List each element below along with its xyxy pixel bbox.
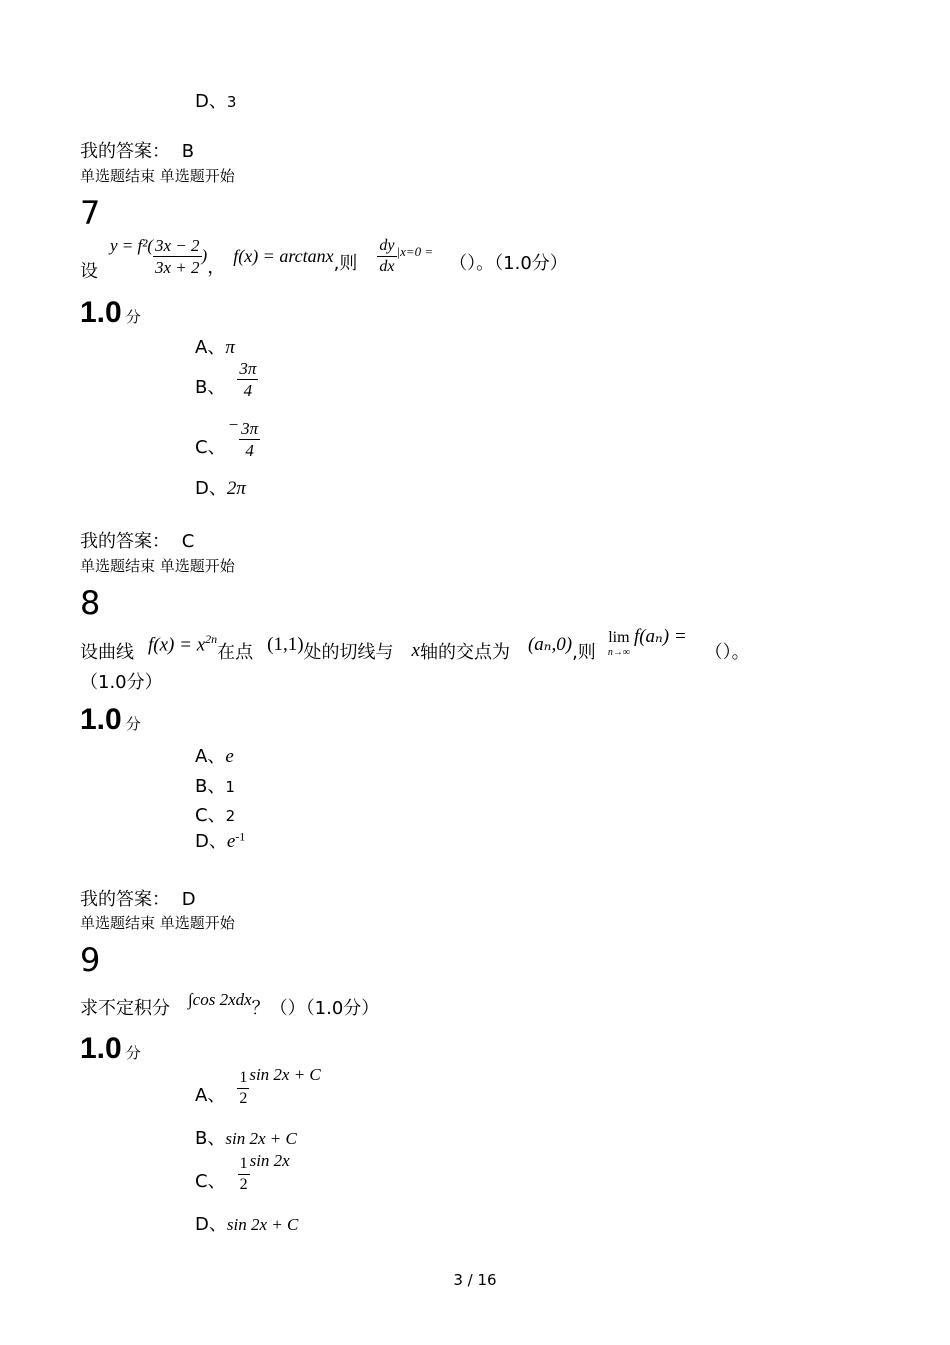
intersection-point: (aₙ,0): [527, 634, 573, 655]
my-answer: [80, 885, 196, 911]
fraction-numerator: 1: [238, 1156, 250, 1175]
option-value: sin 2x + C: [226, 1215, 299, 1234]
option-label: A、: [195, 1085, 226, 1106]
option-label: A、: [195, 746, 226, 767]
answer-value: C: [181, 531, 195, 552]
option-label: D、: [195, 1214, 227, 1235]
option-superscript: -1: [235, 829, 246, 844]
page-number: 3 / 16: [453, 1271, 497, 1289]
question-stem: [80, 984, 379, 1020]
option-label: B、: [195, 1128, 226, 1149]
fraction-denominator: 4: [243, 381, 253, 400]
option-d: [195, 1210, 298, 1236]
option-label: D、: [195, 831, 227, 852]
option-d: [195, 87, 236, 113]
option-c: [195, 1151, 290, 1193]
answer-label: 我的答案：: [80, 531, 170, 552]
score-value: 1.0: [80, 296, 122, 329]
limit-expression: f(aₙ) =: [633, 626, 687, 647]
derivative-fraction: [377, 238, 396, 275]
option-fraction: [237, 360, 258, 399]
fraction-denominator: 2: [239, 1176, 248, 1193]
option-b: [195, 772, 235, 798]
option-label: A、: [195, 337, 226, 358]
stem-tangent: 处的切线与: [303, 642, 394, 663]
fraction-numerator: 3π: [241, 419, 259, 438]
option-value: 2π: [226, 478, 246, 499]
stem-prefix: 求不定积分: [80, 998, 170, 1019]
option-value: π: [225, 337, 235, 358]
stem-suffix: ？（）（1.0分）: [251, 998, 380, 1019]
option-fraction: [238, 1156, 250, 1193]
question-number: 9: [80, 941, 101, 979]
derivative-denominator: dx: [379, 257, 395, 275]
option-value: 2: [225, 807, 236, 825]
option-b: [195, 360, 258, 399]
option-a: [195, 742, 234, 768]
option-c: [195, 801, 235, 827]
fraction-denominator: 2: [239, 1090, 248, 1107]
answer-value: B: [181, 141, 195, 162]
answer-label: 我的答案：: [80, 889, 170, 910]
x-axis-var: x: [411, 640, 420, 661]
option-fraction: [237, 1070, 249, 1107]
answer-value: D: [181, 889, 196, 910]
option-a: [195, 333, 235, 359]
option-d: [195, 827, 245, 853]
stem-score-note: （1.0分）: [80, 672, 163, 693]
option-label: D、: [195, 91, 227, 112]
stem-axis-text: 轴的交点为: [419, 642, 510, 663]
limit-label: lim: [608, 629, 630, 646]
option-label: C、: [195, 805, 226, 826]
score-unit: 分: [125, 1045, 141, 1062]
option-value: sin 2x: [249, 1151, 290, 1170]
option-a: [195, 1065, 321, 1107]
option-value: sin 2x + C: [249, 1065, 321, 1084]
section-status: 单选题结束 单选题开始: [80, 914, 235, 932]
my-answer: [80, 527, 194, 553]
stem-prefix: 设曲线: [80, 642, 134, 663]
option-label: C、: [195, 437, 226, 458]
stem-prefix: 设: [80, 261, 98, 282]
formula-y: y = f²(: [110, 236, 153, 255]
option-b: [195, 1124, 297, 1150]
stem-suffix: （）。: [704, 642, 750, 663]
question-stem: [80, 231, 568, 281]
fraction-numerator: 3x − 2: [155, 235, 200, 255]
section-status: 单选题结束 单选题开始: [80, 557, 235, 575]
evaluation: |x=0 =: [396, 244, 434, 259]
answer-label: 我的答案：: [80, 141, 170, 162]
score-unit: 分: [125, 309, 141, 326]
option-label: B、: [195, 377, 226, 398]
option-label: C、: [195, 1171, 226, 1192]
section-status: 单选题结束 单选题开始: [80, 167, 235, 185]
fraction-denominator: 3x + 2: [155, 257, 200, 277]
question-score: [80, 296, 141, 330]
point: (1,1): [267, 634, 304, 655]
formula-y-end: ): [201, 246, 208, 265]
question-score: [80, 703, 141, 737]
option-fraction: [239, 420, 260, 459]
option-c: [195, 415, 260, 459]
question-number: 8: [80, 584, 101, 622]
fraction-numerator: 1: [237, 1070, 249, 1089]
formula-fraction: [153, 237, 202, 276]
option-label: D、: [195, 478, 227, 499]
separator: ，: [207, 257, 226, 278]
formula-f: f(x) = arctanx: [233, 245, 334, 266]
formula-base: f(x) = x: [148, 634, 206, 655]
question-stem: [80, 624, 750, 664]
limit-subscript: n→∞: [607, 647, 630, 658]
stem-then: ,则: [572, 642, 596, 663]
option-value: sin 2x + C: [225, 1129, 297, 1148]
stem-mid: ,则: [333, 253, 358, 274]
score-value: 1.0: [80, 703, 122, 736]
stem-suffix: （）。（1.0分）: [449, 253, 568, 274]
fraction-numerator: 3π: [239, 359, 257, 378]
my-answer: [80, 137, 194, 163]
option-value: 3: [226, 93, 237, 111]
formula-exponent: 2n: [205, 631, 218, 646]
option-value: 1: [225, 778, 235, 796]
option-sign: −: [227, 415, 240, 434]
score-unit: 分: [125, 716, 141, 733]
option-value: e: [226, 831, 236, 852]
limit: [608, 629, 630, 658]
option-label: B、: [195, 776, 226, 797]
integral: ∫cos 2xdx: [188, 990, 252, 1009]
formula-f: [148, 632, 217, 656]
question-score: [80, 1032, 141, 1066]
derivative-numerator: dy: [377, 238, 396, 257]
stem-at-point: 在点: [217, 642, 254, 663]
option-d: [195, 474, 246, 500]
score-value: 1.0: [80, 1032, 122, 1065]
question-number: 7: [80, 194, 101, 232]
option-value: e: [225, 746, 234, 767]
fraction-denominator: 4: [245, 441, 254, 460]
